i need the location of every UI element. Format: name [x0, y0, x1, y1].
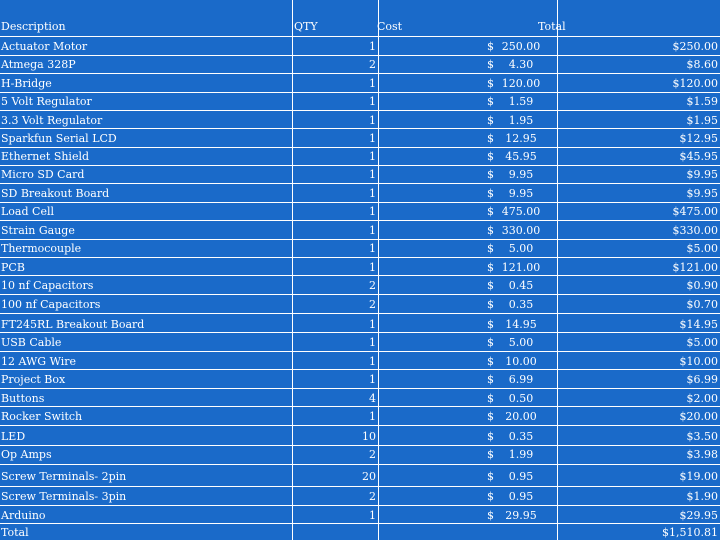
item-qty: 1	[369, 132, 376, 145]
line-total: $475.00	[672, 205, 718, 218]
line-total: $1.95	[686, 114, 718, 127]
item-description: FT245RL Breakout Board	[1, 318, 145, 331]
line-total: $330.00	[672, 224, 718, 237]
currency-symbol: $	[487, 187, 494, 200]
currency-symbol: $	[487, 279, 494, 292]
unit-cost: 5.00	[508, 242, 534, 255]
item-qty: 1	[369, 114, 376, 127]
item-description: Project Box	[1, 373, 66, 386]
unit-cost: 1.59	[508, 95, 534, 108]
item-description: Thermocouple	[1, 242, 82, 255]
item-qty: 1	[369, 318, 376, 331]
unit-cost: 12.95	[505, 132, 537, 145]
item-qty: 1	[369, 509, 376, 522]
unit-cost: 20.00	[505, 410, 537, 423]
item-qty: 1	[369, 168, 376, 181]
item-description: Micro SD Card	[1, 168, 85, 181]
currency-symbol: $	[487, 355, 494, 368]
line-total: $6.99	[686, 373, 718, 386]
unit-cost: 330.00	[501, 224, 541, 237]
item-description: Op Amps	[1, 448, 52, 461]
unit-cost: 0.35	[508, 298, 534, 311]
line-total: $10.00	[679, 355, 718, 368]
currency-symbol: $	[487, 392, 494, 405]
line-total: $5.00	[686, 336, 718, 349]
item-description: 5 Volt Regulator	[1, 95, 92, 108]
item-qty: 1	[369, 77, 376, 90]
currency-symbol: $	[487, 95, 494, 108]
unit-cost: 250.00	[501, 40, 541, 53]
grand-total: $1,510.81	[662, 526, 718, 539]
row-separator	[0, 464, 720, 465]
unit-cost: 29.95	[505, 509, 537, 522]
line-total: $8.60	[686, 58, 718, 71]
item-qty: 1	[369, 150, 376, 163]
line-total: $121.00	[672, 261, 718, 274]
currency-symbol: $	[487, 150, 494, 163]
currency-symbol: $	[487, 373, 494, 386]
item-description: Rocker Switch	[1, 410, 83, 423]
item-qty: 2	[369, 279, 376, 292]
unit-cost: 0.35	[508, 430, 534, 443]
item-qty: 1	[369, 187, 376, 200]
item-qty: 2	[369, 298, 376, 311]
description-header: Description	[1, 20, 66, 33]
currency-symbol: $	[487, 430, 494, 443]
currency-symbol: $	[487, 224, 494, 237]
item-description: PCB	[1, 261, 25, 274]
unit-cost: 4.30	[508, 58, 534, 71]
qty-header: QTY	[294, 20, 318, 33]
line-total: $3.50	[686, 430, 718, 443]
item-description: Buttons	[1, 392, 45, 405]
item-description: 10 nf Capacitors	[1, 279, 94, 292]
total-header: Total	[538, 20, 566, 33]
unit-cost: 45.95	[505, 150, 537, 163]
unit-cost: 0.95	[508, 470, 534, 483]
currency-symbol: $	[487, 410, 494, 423]
item-qty: 1	[369, 95, 376, 108]
item-qty: 1	[369, 205, 376, 218]
item-qty: 1	[369, 261, 376, 274]
item-qty: 10	[362, 430, 376, 443]
item-qty: 1	[369, 373, 376, 386]
item-description: Load Cell	[1, 205, 54, 218]
row-separator	[0, 486, 720, 487]
currency-symbol: $	[487, 114, 494, 127]
item-description: 100 nf Capacitors	[1, 298, 101, 311]
unit-cost: 10.00	[505, 355, 537, 368]
currency-symbol: $	[487, 448, 494, 461]
line-total: $12.95	[679, 132, 718, 145]
line-total: $19.00	[679, 470, 718, 483]
line-total: $0.70	[686, 298, 718, 311]
currency-symbol: $	[487, 509, 494, 522]
unit-cost: 0.50	[508, 392, 534, 405]
line-total: $1.59	[686, 95, 718, 108]
line-total: $9.95	[686, 187, 718, 200]
item-description: SD Breakout Board	[1, 187, 110, 200]
item-description: 3.3 Volt Regulator	[1, 114, 103, 127]
currency-symbol: $	[487, 40, 494, 53]
item-qty: 1	[369, 410, 376, 423]
cost-header: Cost	[377, 20, 403, 33]
item-description: Screw Terminals- 3pin	[1, 490, 127, 503]
line-total: $29.95	[679, 509, 718, 522]
unit-cost: 1.95	[508, 114, 534, 127]
currency-symbol: $	[487, 58, 494, 71]
total-label: Total	[1, 526, 29, 539]
unit-cost: 9.95	[508, 187, 534, 200]
item-description: Strain Gauge	[1, 224, 75, 237]
line-total: $1.90	[686, 490, 718, 503]
item-description: 12 AWG Wire	[1, 355, 76, 368]
unit-cost: 475.00	[501, 205, 541, 218]
item-description: Atmega 328P	[1, 58, 76, 71]
item-description: Sparkfun Serial LCD	[1, 132, 117, 145]
item-description: LED	[1, 430, 26, 443]
currency-symbol: $	[487, 318, 494, 331]
item-qty: 1	[369, 355, 376, 368]
item-description: Screw Terminals- 2pin	[1, 470, 127, 483]
line-total: $120.00	[672, 77, 718, 90]
item-description: Ethernet Shield	[1, 150, 90, 163]
item-description: USB Cable	[1, 336, 62, 349]
currency-symbol: $	[487, 261, 494, 274]
row-separator	[0, 36, 720, 37]
line-total: $3.98	[686, 448, 718, 461]
item-qty: 1	[369, 224, 376, 237]
currency-symbol: $	[487, 205, 494, 218]
item-qty: 2	[369, 490, 376, 503]
unit-cost: 5.00	[508, 336, 534, 349]
unit-cost: 121.00	[501, 261, 541, 274]
currency-symbol: $	[487, 336, 494, 349]
item-qty: 2	[369, 58, 376, 71]
currency-symbol: $	[487, 470, 494, 483]
line-total: $5.00	[686, 242, 718, 255]
item-description: Arduino	[1, 509, 46, 522]
line-total: $0.90	[686, 279, 718, 292]
item-qty: 1	[369, 336, 376, 349]
currency-symbol: $	[487, 298, 494, 311]
unit-cost: 0.45	[508, 279, 534, 292]
unit-cost: 9.95	[508, 168, 534, 181]
currency-symbol: $	[487, 490, 494, 503]
item-description: H-Bridge	[1, 77, 52, 90]
item-qty: 20	[362, 470, 376, 483]
currency-symbol: $	[487, 242, 494, 255]
item-qty: 2	[369, 448, 376, 461]
currency-symbol: $	[487, 168, 494, 181]
currency-symbol: $	[487, 77, 494, 90]
unit-cost: 14.95	[505, 318, 537, 331]
line-total: $20.00	[679, 410, 718, 423]
unit-cost: 120.00	[501, 77, 541, 90]
line-total: $250.00	[672, 40, 718, 53]
line-total: $9.95	[686, 168, 718, 181]
line-total: $45.95	[679, 150, 718, 163]
line-total: $2.00	[686, 392, 718, 405]
item-description: Actuator Motor	[1, 40, 88, 53]
unit-cost: 6.99	[508, 373, 534, 386]
item-qty: 1	[369, 242, 376, 255]
unit-cost: 1.99	[508, 448, 534, 461]
unit-cost: 0.95	[508, 490, 534, 503]
line-total: $14.95	[679, 318, 718, 331]
currency-symbol: $	[487, 132, 494, 145]
item-qty: 4	[369, 392, 376, 405]
item-qty: 1	[369, 40, 376, 53]
